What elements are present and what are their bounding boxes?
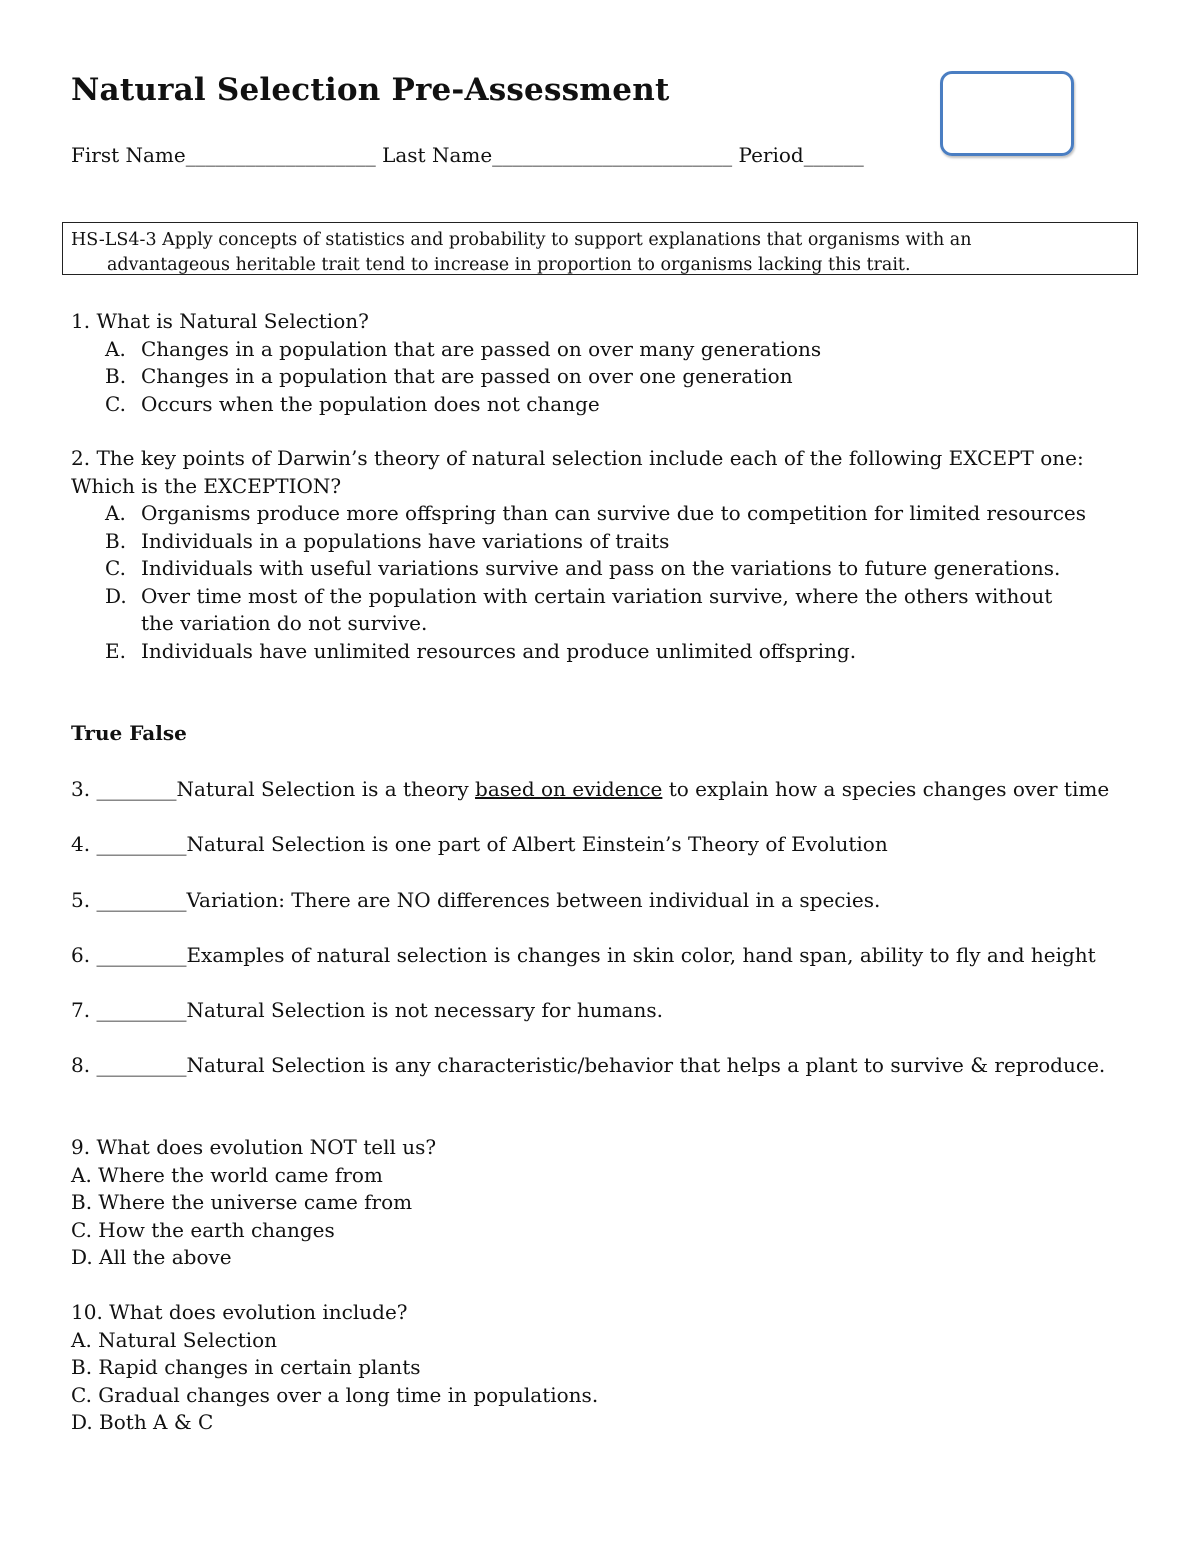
question-2-stem-line-2: Which is the EXCEPTION? [71,473,342,498]
question-9-stem: 9. What does evolution NOT tell us? [71,1135,437,1159]
q10-option-d[interactable]: D. Both A & C [71,1410,214,1434]
name-fields-line[interactable]: First Name___________________ Last Name________________________ Period______ [71,143,864,167]
tf-item-3[interactable]: 3. ________Natural Selection is a theory based on evidence to explain how a species changes over time [71,777,1110,801]
tf-item-6[interactable]: 6. _________Examples of natural selection is changes in skin color, hand span, ability to fly and height [71,943,1096,967]
question-1-stem: 1. What is Natural Selection? [71,309,369,333]
question-9 [71,1134,436,1272]
q1-option-c[interactable]: C. Occurs when the population does not change [105,391,600,416]
tf-item-4[interactable]: 4. _________Natural Selection is one part of Albert Einstein’s Theory of Evolution [71,832,888,856]
score-box [940,71,1074,156]
q2-option-b[interactable]: B. Individuals in a populations have variations of traits [105,528,670,553]
true-false-heading: True False [71,721,187,745]
page-title: Natural Selection Pre-Assessment [71,72,670,108]
question-2-stem-line-1: 2. The key points of Darwin’s theory of natural selection include each of the following EXCEPT one: [71,446,1084,470]
q2-option-d[interactable]: D. Over time most of the population with certain variation survive, where the others without the variation do not survive. [105,583,1053,635]
question-1 [71,308,821,418]
tf-item-7[interactable]: 7. _________Natural Selection is not necessary for humans. [71,998,663,1022]
q1-option-b[interactable]: B. Changes in a population that are passed on over one generation [105,364,793,388]
standard-box [62,222,1138,275]
question-2 [71,445,1121,665]
standard-line-1: HS-LS4-3 Apply concepts of statistics and probability to support explanations that organisms with an [71,230,972,250]
q10-option-b[interactable]: B. Rapid changes in certain plants [71,1355,421,1379]
question-10-stem: 10. What does evolution include? [71,1300,408,1324]
q2-option-c[interactable]: C. Individuals with useful variations survive and pass on the variations to future generations. [105,556,1061,580]
q9-option-b[interactable]: B. Where the universe came from [71,1190,413,1214]
q1-option-a[interactable]: A. Changes in a population that are passed on over many generations [105,336,822,361]
question-10 [71,1299,598,1437]
q9-option-d[interactable]: D. All the above [71,1245,232,1269]
q9-option-c[interactable]: C. How the earth changes [71,1217,335,1242]
standard-line-2: advantageous heritable trait tend to increase in proportion to organisms lacking this trait. [107,255,911,275]
q9-option-a[interactable]: A. Where the world came from [71,1162,383,1187]
q10-option-c[interactable]: C. Gradual changes over a long time in populations. [71,1382,599,1407]
tf-item-5[interactable]: 5. _________Variation: There are NO differences between individual in a species. [71,888,881,912]
q10-option-a[interactable]: A. Natural Selection [71,1327,278,1352]
q2-option-a[interactable]: A. Organisms produce more offspring than can survive due to competition for limited resources [105,501,1086,525]
tf-item-8[interactable]: 8. _________Natural Selection is any characteristic/behavior that helps a plant to survive & reproduce. [71,1053,1106,1077]
q2-option-e[interactable]: E. Individuals have unlimited resources and produce unlimited offspring. [105,638,857,663]
